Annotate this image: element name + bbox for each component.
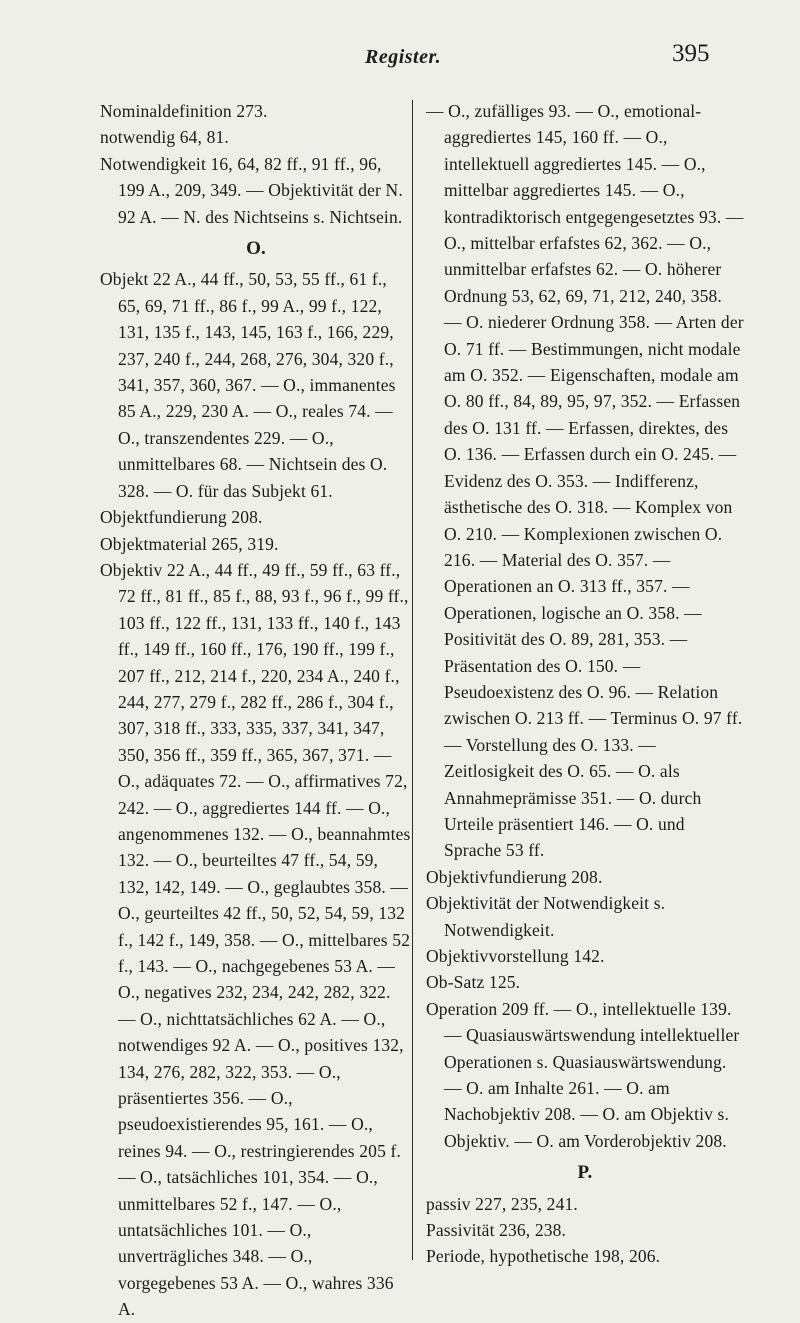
index-entry: passiv 227, 235, 241. xyxy=(426,1193,578,1214)
index-entry: Periode, hypothetische 198, 206. xyxy=(426,1246,661,1267)
index-entry: notwendig 64, 81. xyxy=(100,127,229,148)
running-title: Register. xyxy=(365,46,442,68)
index-entry: Objektivvorstellung 142. xyxy=(426,946,605,966)
index-entry: — O., zufälliges 93. — O., emotional-aggrediertes 145, 160 ff. — O., intellektuell aggrediertes 145. — O., mittelbar aggrediertes 145. — O., kontradiktorisch entgegengesetztes 93. — O., mittelbar erfafstes 62, 362. — O., unmittelbar erfafstes 62. — O. höherer Ordnung 53, 62, 69, 71, 212, 240, 358. — O. niederer Ordnung 358. — Arten der O. 71 ff. — Bestimmungen, nicht modale am O. 352. — Eigenschaften, modale am O. 80 ff., 84, 89, 95, 97, 352. — Erfassen des O. 131 ff. — Erfassen, direktes, des O. 136. — Erfassen durch ein O. 245. — Evidenz des O. 353. — Indifferenz, ästhetische des O. 318. — Komplex von O. 210. — Komplexionen zwischen O. 216. — Material des O. 357. — Operationen an O. 313 ff., 357. — Operationen, logische an O. 358. — Positivität des O. 89, 281, 353. — Präsentation des O. 150. — Pseudoexistenz des O. 96. — Relation zwischen O. 213 ff. — Terminus O. 97 ff. — Vorstellung des O. 133. — Zeitlosigkeit des O. 65. — O. als Annahmeprämisse 351. — O. durch Urteile präsentiert 146. — O. und Sprache 53 ff. xyxy=(426,101,744,861)
index-entry: Passivität 236, 238. xyxy=(426,1220,567,1241)
index-entry: Nominaldefinition 273. xyxy=(100,101,268,121)
section-letter: P. xyxy=(577,1162,593,1184)
running-head xyxy=(0,40,800,80)
index-entry: Notwendigkeit 16, 64, 82 ff., 91 ff., 96, 199 A., 209, 349. — Objektivität der N. 92 A. — N. des Nichtseins s. Nichtsein. xyxy=(100,153,403,227)
index-entry: Objektfundierung 208. xyxy=(100,507,263,528)
index-entry: Objektmaterial 265, 319. xyxy=(100,533,279,554)
right-column xyxy=(426,98,744,1270)
index-entry: Objekt 22 A., 44 ff., 50, 53, 55 ff., 61 f., 65, 69, 71 ff., 86 f., 99 A., 99 f., 122, 131, 135 f., 143, 145, 163 f., 166, 229, 237, 240 f., 244, 268, 276, 304, 320 f., 341, 357, 360, 367. — O., immanentes 85 A., 229, 230 A. — O., reales 74. — O., transzendentes 229. — O., unmittelbares 68. — Nichtsein des O. 328. — O. für das Subjekt 61. xyxy=(100,269,396,501)
index-entry: Objektivfundierung 208. xyxy=(426,866,603,887)
page-number: 395 xyxy=(672,40,710,67)
left-column xyxy=(100,98,412,1323)
index-entry: Objektiv 22 A., 44 ff., 49 ff., 59 ff., 63 ff., 72 ff., 81 ff., 85 f., 88, 93 f., 96 f., 99 ff., 103 ff., 122 ff., 131, 133 ff., 140 f., 143 ff., 149 ff., 160 ff., 176, 190 ff., 199 f., 207 ff., 212, 214 f., 220, 234 A., 240 f., 244, 277, 279 f., 282 ff., 286 f., 304 f., 307, 318 ff., 333, 335, 337, 341, 347, 350, 356 ff., 359 ff., 365, 367, 371. — O., adäquates 72. — O., affirmatives 72, 242. — O., aggrediertes 144 ff. — O., angenommenes 132. — O., beannahmtes 132. — O., beurteiltes 47 ff., 54, 59, 132, 142, 149. — O., geglaubtes 358. — O., geurteiltes 42 ff., 50, 52, 54, 59, 132 f., 142 f., 149, 358. — O., mittelbares 52 f., 143. — O., nachgegebenes 53 A. — O., negatives 232, 234, 242, 282, 322. — O., nichttatsächliches 62 A. — O., notwendiges 92 A. — O., positives 132, 134, 276, 282, 322, 353. — O., präsentiertes 356. — O., pseudoexistierendes 95, 161. — O., reines 94. — O., restringierendes 205 f. — O., tatsächliches 101, 354. — O., unmittelbares 52 f., 147. — O., untatsächliches 101. — O., unverträgliches 348. — O., vorgegebenes 53 A. — O., wahres 336 A. xyxy=(100,559,411,1320)
index-entry: Ob-Satz 125. xyxy=(426,972,521,993)
section-letter: O. xyxy=(246,238,266,260)
column-divider xyxy=(412,100,413,1260)
index-entry: Objektivität der Notwendigkeit s. Notwendigkeit. xyxy=(426,893,666,940)
index-entry: Operation 209 ff. — O., intellektuelle 139. — Quasiauswärtswendung intellektueller Operationen s. Quasiauswärtswendung. — O. am Inhalte 261. — O. am Nachobjektiv 208. — O. am Objektiv s. Objektiv. — O. am Vorderobjektiv 208. xyxy=(426,998,740,1151)
